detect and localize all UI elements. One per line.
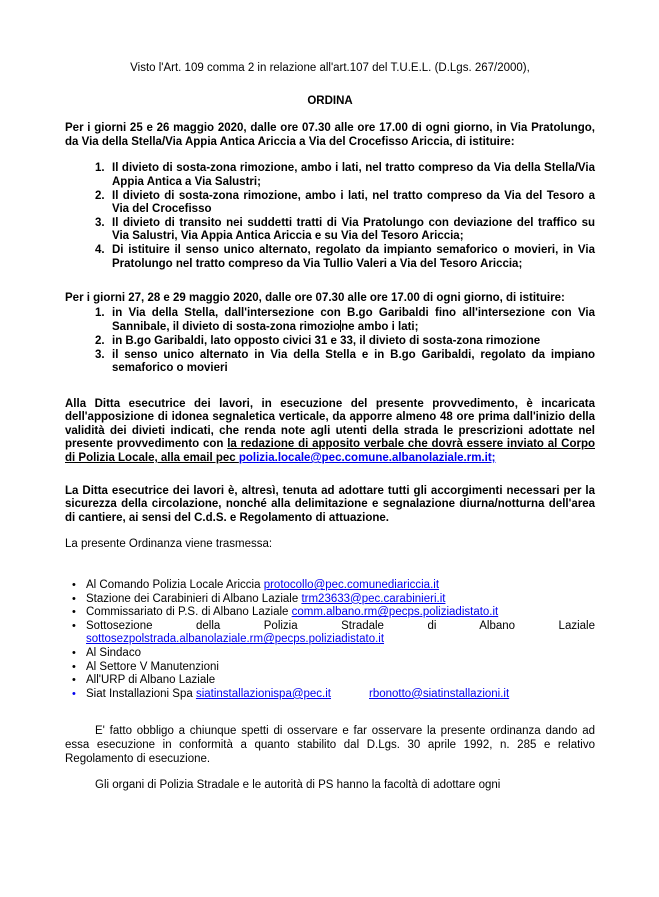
- bullet-icon: •: [72, 660, 76, 673]
- recipient-email-link[interactable]: siatinstallazionispa@pec.it: [195, 687, 331, 700]
- bullet-icon: •: [72, 592, 76, 605]
- bullet-icon: •: [72, 647, 76, 659]
- recipient-email-link[interactable]: protocollo@pec.comunediariccia.it: [263, 579, 440, 592]
- recipient-email-link[interactable]: sottosezpolstrada.albanolaziale.rm@pecps.poliziadistato.it: [86, 633, 385, 646]
- closing-obligation-paragraph: E' fatto obbligo a chiunque spetti di osservare e far osservare la presente ordinanza dando ad essa esecuzione in conformità a quanto stabilito dal D.Lgs. 30 aprile 1992, n. 285 e relativo Regolamento di esecuzione.: [65, 725, 595, 765]
- list-number: 1.: [95, 162, 105, 175]
- recipient-row: [65, 606, 595, 620]
- recipient-body: [86, 606, 595, 620]
- list-item: [65, 162, 595, 189]
- list-item-text: Il divieto di sosta-zona rimozione, ambo i lati, nel tratto compreso da Via della Stella/Via Appia Antica a Via Salustri;: [112, 162, 595, 188]
- list-item: [65, 335, 595, 349]
- recipient-row: [65, 593, 595, 607]
- recipient-row: [65, 661, 595, 675]
- list-number: 1.: [95, 306, 105, 319]
- section1-list: [65, 162, 595, 271]
- recipient-email-link[interactable]: comm.albano.rm@pecps.poliziadistato.it: [291, 606, 499, 619]
- transmission-intro: La presente Ordinanza viene trasmessa:: [65, 538, 273, 551]
- recipient-row: [65, 647, 595, 661]
- recipient-row: [65, 620, 595, 647]
- list-item: [65, 217, 595, 244]
- recipient-body: [86, 620, 595, 647]
- section1-lead: Per i giorni 25 e 26 maggio 2020, dalle ore 07.30 alle ore 17.00 di ogni giorno, in Via Pratolungo, da Via della Stella/Via Appia Antica Ariccia a Via del Crocefisso Ariccia, di istituire:: [65, 122, 595, 148]
- list-number: 3.: [95, 348, 105, 361]
- recipient-text: Sottosezione della Polizia Stradale di Albano Laziale: [86, 619, 595, 632]
- recipients-list: [65, 579, 595, 701]
- ditta1-underlined-text: la redazione di apposito verbale che dovrà essere inviato al Corpo di Polizia Locale, alla email pec: [65, 438, 595, 465]
- list-item-text: [112, 307, 595, 335]
- recipient-body: [86, 579, 595, 593]
- text-before-cursor: in Via della Stella, dall'intersezione con B.go Garibaldi fino all'intersezione con Via Sannibale, il divieto di sosta-zona rimozio: [112, 306, 595, 334]
- bullet-icon: •: [72, 606, 76, 619]
- recipient-email-link[interactable]: trm23633@pec.carabinieri.it: [301, 592, 446, 605]
- list-item: [65, 307, 595, 335]
- list-item: [65, 244, 595, 271]
- section2-lead: Per i giorni 27, 28 e 29 maggio 2020, dalle ore 07.30 alle ore 17.00 di ogni giorno, di istituire:: [65, 292, 565, 305]
- list-number: 3.: [95, 216, 105, 229]
- list-item-text: in B.go Garibaldi, lato opposto civici 31 e 33, il divieto di sosta-zona rimozione: [112, 334, 541, 347]
- list-item: [65, 349, 595, 376]
- recipient-text: Commissariato di P.S. di Albano Laziale: [86, 606, 292, 619]
- recipient-body: [86, 688, 595, 702]
- ditta-obligations-paragraph: [65, 398, 595, 466]
- bullet-icon: •: [72, 674, 76, 687]
- list-item-text: il senso unico alternato in Via della Stella e in B.go Garibaldi, regolato da impiano semaforico o movieri: [112, 348, 595, 375]
- intro-line: Visto l'Art. 109 comma 2 in relazione all'art.107 del T.U.E.L. (D.Lgs. 267/2000),: [130, 62, 530, 74]
- bullet-icon: •: [72, 687, 76, 700]
- list-number: 2.: [95, 334, 105, 347]
- list-item: [65, 190, 595, 217]
- recipient-text: Stazione dei Carabinieri di Albano Laziale: [86, 592, 302, 605]
- list-number: 4.: [95, 243, 105, 256]
- recipient-row: [65, 674, 595, 688]
- bullet-icon: •: [72, 619, 76, 632]
- ditta-safety-paragraph: La Ditta esecutrice dei lavori è, altresì, tenuta ad adottare tutti gli accorgimenti necessari per la sicurezza della circolazione, nonché alla delimitazione e segnalazione diurna/notturna dell'area di cantiere, ai sensi del C.d.S. e Regolamento di attuazione.: [65, 484, 595, 524]
- section2-list: [65, 307, 595, 376]
- ditta1-text: Alla Ditta esecutrice dei lavori, in esecuzione del presente provvedimento, è incaricata dell'apposizione di idonea segnaletica verticale, da apporre almeno 48 ore prima dall'inizio della validità dei divieti indicati, che renda note agli utenti della strada le prescrizioni adottate nel presente provvedimento con: [65, 397, 595, 451]
- recipient-email-link-secondary[interactable]: rbonotto@siatinstallazioni.it: [369, 687, 510, 700]
- closing-authorities-paragraph: Gli organi di Polizia Stradale e le autorità di PS hanno la facoltà di adottare ogni: [95, 779, 501, 792]
- list-item-text: Di istituire il senso unico alternato, regolato da impianto semaforico o movieri, in Via Pratolungo nel tratto compreso da Via Tullio Valeri a Via del Tesoro Ariccia;: [112, 243, 595, 270]
- document-content: [65, 62, 595, 806]
- text-after-cursor: ne ambo i lati;: [341, 321, 419, 334]
- recipient-text: All'URP di Albano Laziale: [86, 674, 216, 687]
- list-item-text: Il divieto di sosta-zona rimozione, ambo i lati, nel tratto compreso da Via del Tesoro a Via del Crocefisso: [112, 189, 595, 216]
- polizia-locale-email-link[interactable]: polizia.locale@pec.comune.albanolaziale.rm.it;: [238, 452, 496, 465]
- ordina-heading: ORDINA: [307, 94, 353, 107]
- list-item-text: Il divieto di transito nei suddetti tratti di Via Pratolungo con deviazione del traffico su Via Salustri, Via Appia Antica Ariccia e su Via del Tesoro Ariccia;: [112, 216, 595, 243]
- recipient-text: Al Comando Polizia Locale Ariccia: [86, 579, 264, 592]
- recipient-text: Al Sindaco: [86, 647, 141, 659]
- bullet-icon: •: [72, 579, 76, 592]
- recipient-row: [65, 579, 595, 593]
- recipient-text: Siat Installazioni Spa: [86, 687, 196, 700]
- recipient-body: [86, 593, 595, 607]
- recipient-row: [65, 688, 595, 702]
- list-number: 2.: [95, 189, 105, 202]
- recipient-text: Al Settore V Manutenzioni: [86, 660, 219, 673]
